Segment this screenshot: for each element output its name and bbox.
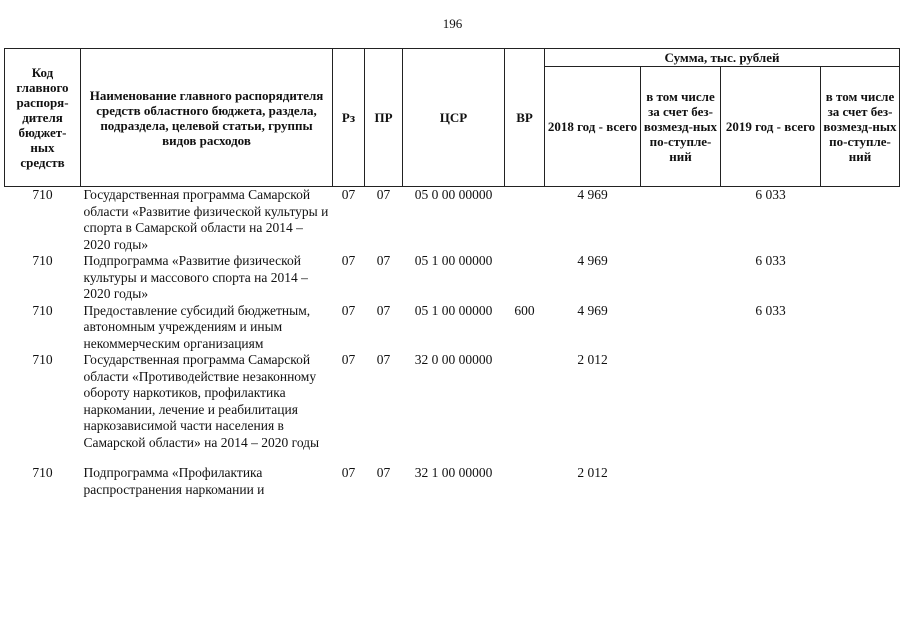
cell-2019-total: 6 033 [755,253,786,268]
cell-kod: 710 [32,253,53,268]
cell-pr: 07 [376,302,391,318]
header-vr: ВР [505,49,545,187]
cell-pr: 07 [376,253,391,268]
cell-pr: 07 [376,465,391,480]
header-csr: ЦСР [403,49,505,187]
header-kod: Код главного распоря-дителя бюджет-ных средств [5,49,81,187]
cell-vr: 600 [514,302,535,318]
cell-2018-total: 4 969 [577,187,608,202]
cell-vr [505,352,545,465]
cell-rz: 07 [341,465,356,480]
cell-2018-vtch [641,187,721,254]
header-2019-vtch: в том числе за счет без-возмезд-ных по-ступле-ний [821,67,900,187]
page-number: 196 [442,16,463,31]
cell-2018-vtch [641,352,721,465]
table-row [5,465,900,499]
cell-2019-vtch [821,303,900,353]
cell-csr: 05 1 00 00000 [414,253,493,268]
cell-kod: 710 [32,352,53,367]
cell-2018-vtch [641,253,721,303]
cell-csr: 32 0 00 00000 [414,352,493,367]
cell-rz: 07 [341,253,356,268]
table-row [5,352,900,465]
cell-2019-total [721,352,821,465]
cell-rz: 07 [341,187,356,202]
cell-rz: 07 [341,352,356,367]
cell-pr: 07 [376,187,391,202]
cell-2018-vtch [641,303,721,353]
cell-vr [505,187,545,254]
cell-2019-total: 6 033 [755,302,786,318]
cell-2019-vtch [821,465,900,499]
table-row [5,187,900,254]
cell-2019-vtch [821,352,900,465]
cell-kod: 710 [32,302,53,318]
budget-table [4,48,900,499]
cell-name: Подпрограмма «Развитие физической культуры и массового спорта на 2014 – 2020 годы» [83,253,308,301]
cell-kod: 710 [32,465,53,480]
cell-2018-total: 4 969 [577,253,608,268]
table-row [5,253,900,303]
header-pr: ПР [365,49,403,187]
cell-kod: 710 [32,187,53,202]
header-rz: Рз [333,49,365,187]
header-2018-vtch: в том числе за счет без-возмезд-ных по-ступле-ний [641,67,721,187]
cell-2019-total [721,465,821,499]
cell-name: Подпрограмма «Профилактика распространения наркомании и [83,465,265,497]
cell-2018-vtch [641,465,721,499]
cell-vr [505,253,545,303]
cell-2019-vtch [821,187,900,254]
cell-2018-total: 2 012 [577,352,608,367]
cell-pr: 07 [376,352,391,367]
header-name: Наименование главного распорядителя средств областного бюджета, раздела, подраздела, целевой статьи, группы видов расходов [81,49,333,187]
cell-name: Предоставление субсидий бюджетным, автономным учреждениям и иным некоммерческим организациям [83,302,311,351]
cell-vr [505,465,545,499]
cell-csr: 05 1 00 00000 [414,302,493,318]
cell-csr: 05 0 00 00000 [414,187,493,202]
header-2019-total: 2019 год - всего [721,67,821,187]
table-row [5,303,900,353]
cell-2019-total: 6 033 [755,187,786,202]
cell-rz: 07 [341,302,356,318]
cell-2019-vtch [821,253,900,303]
header-summa: Сумма, тыс. рублей [545,49,900,67]
cell-2018-total: 4 969 [577,302,608,318]
cell-name: Государственная программа Самарской области «Противодействие незаконному обороту наркотиков, профилактика наркомании, лечение и реабилитация наркозависимой части населения в Самарской области» на 2014 – 2020 годы [83,352,320,450]
cell-name: Государственная программа Самарской области «Развитие физической культуры и спорта в Самарской области на 2014 – 2020 годы» [83,187,329,252]
header-2018-total: 2018 год - всего [545,67,641,187]
cell-2018-total: 2 012 [577,465,608,480]
cell-csr: 32 1 00 00000 [414,465,493,480]
